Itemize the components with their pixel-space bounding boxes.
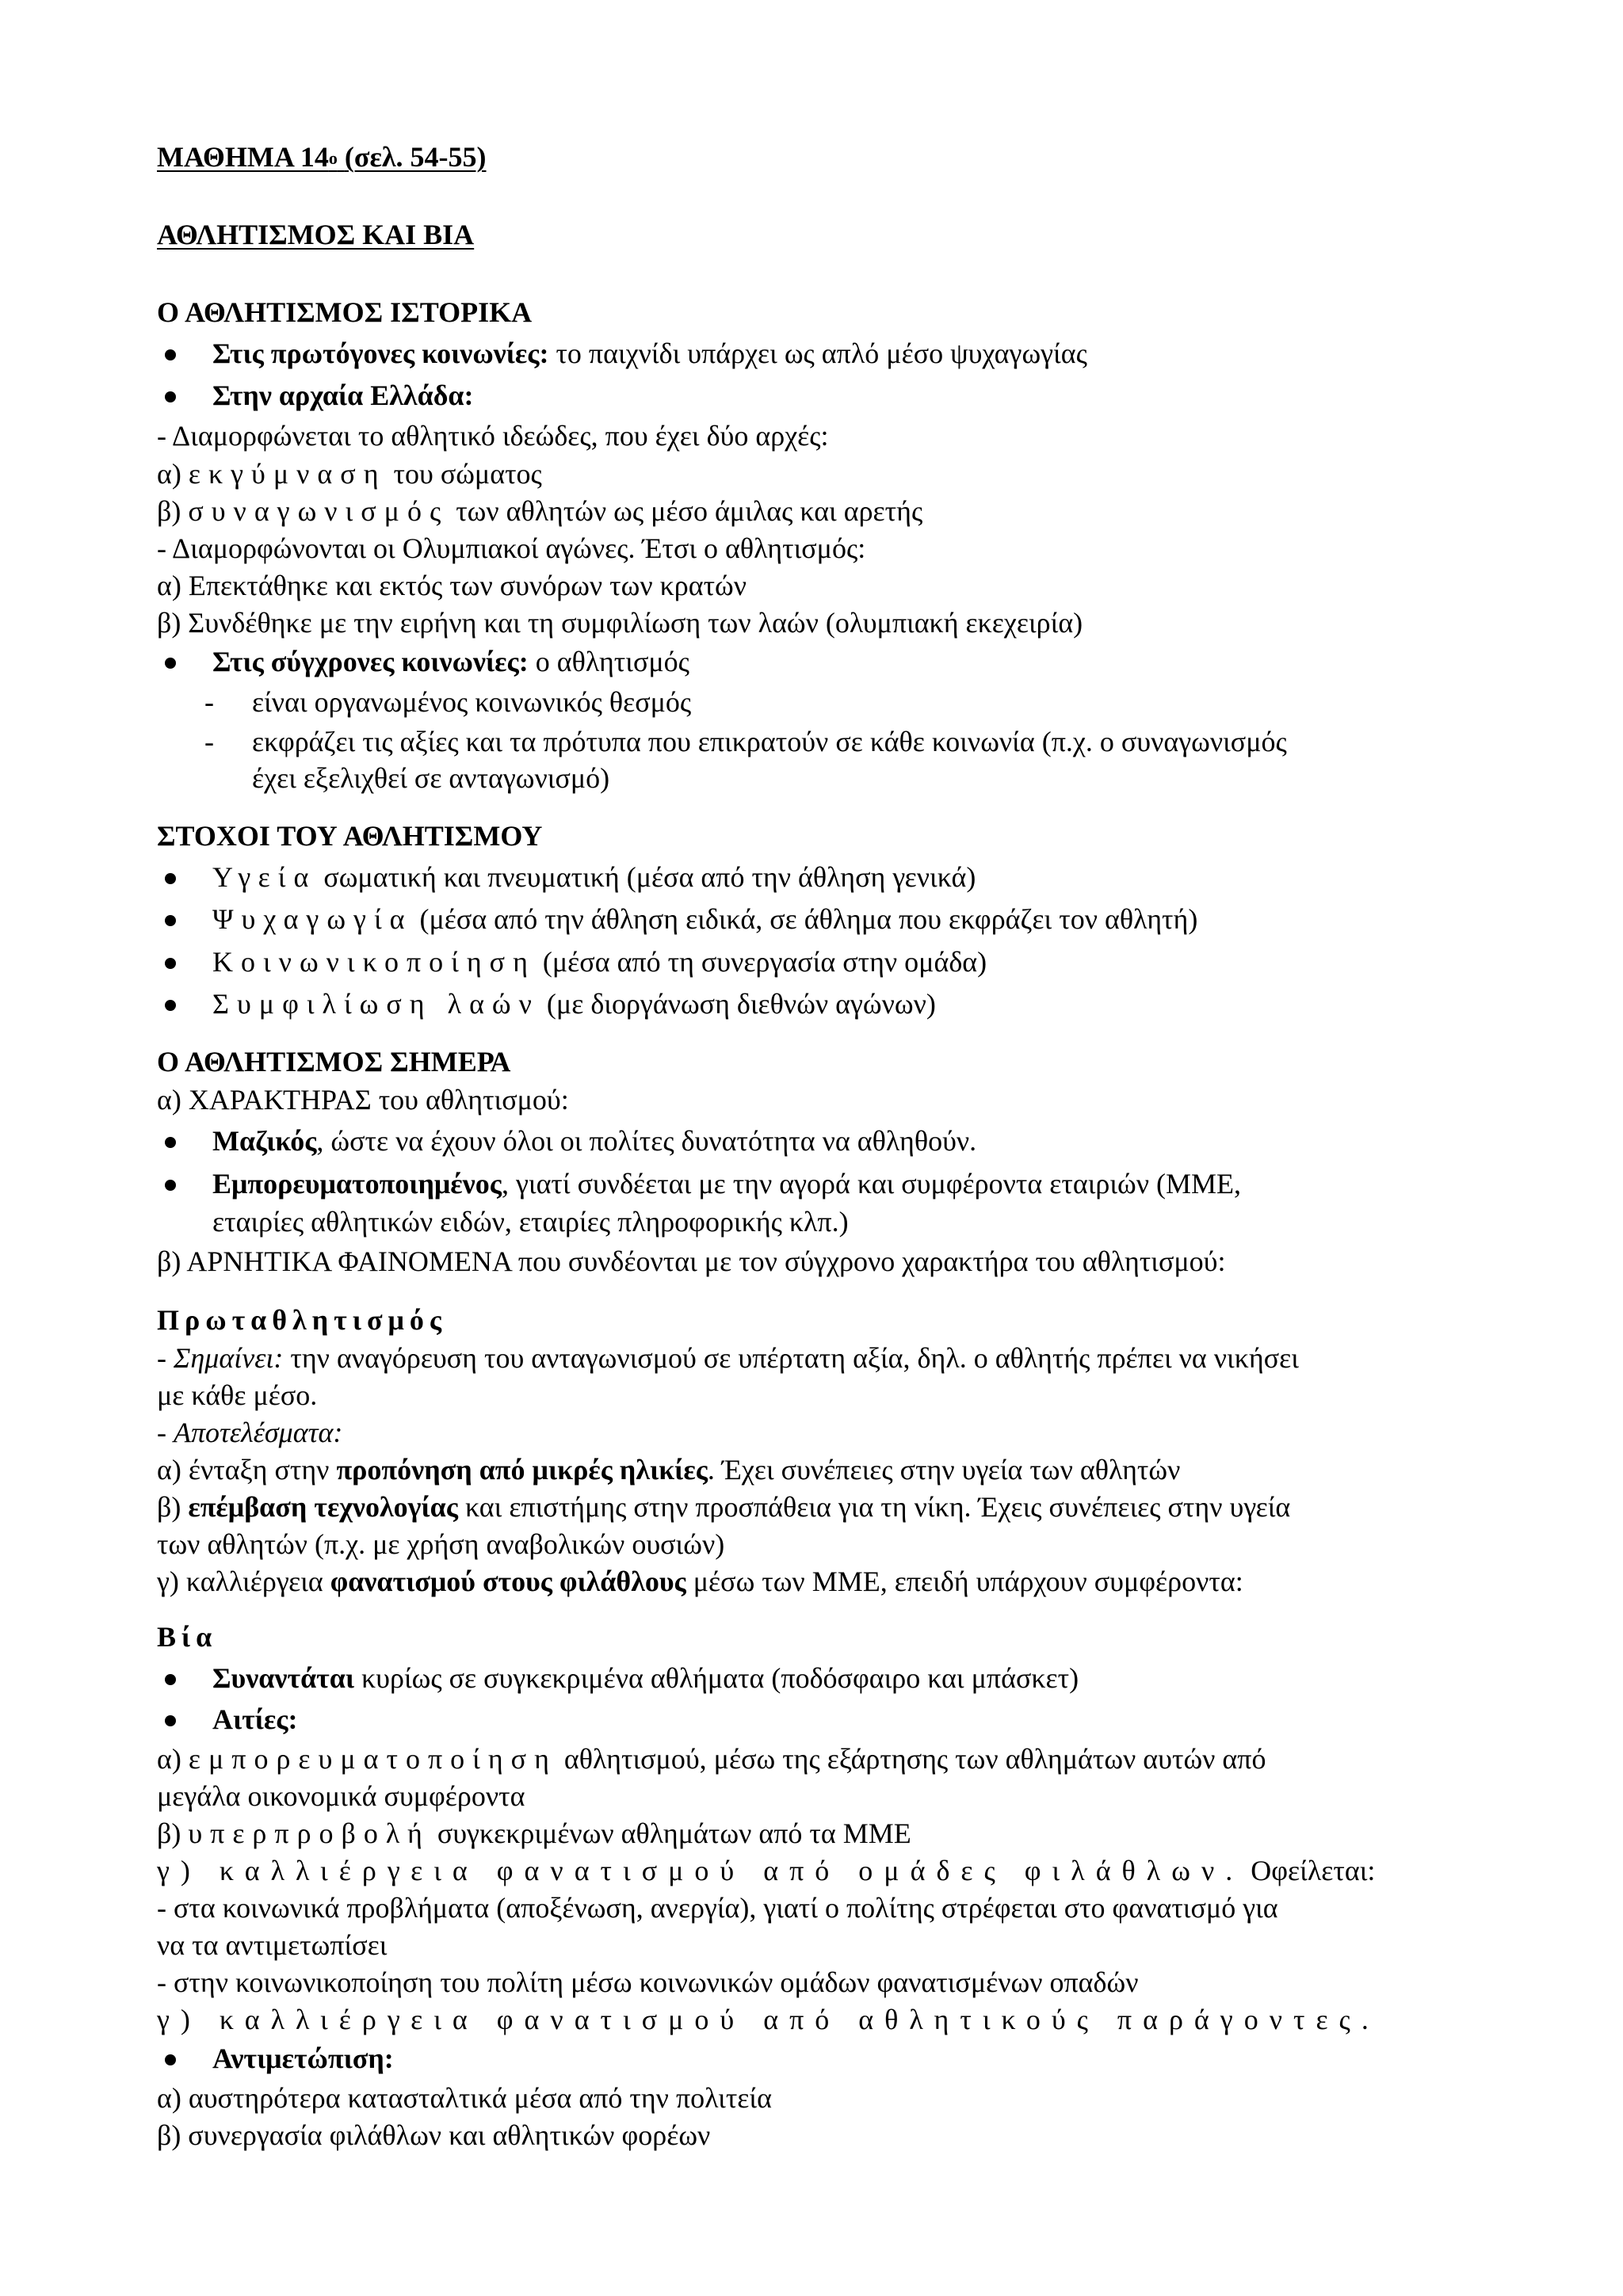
text-line: γ) καλλιέργεια φανατισμού στους φιλάθλους μέσω των ΜΜΕ, επειδή υπάρχουν συμφέροντα: <box>157 1566 1243 1597</box>
text-line: εταιρίες αθλητικών ειδών, εταιρίες πληροφορικής κλπ.) <box>212 1206 849 1238</box>
section-heading-history: Ο ΑΘΛΗΤΙΣΜΟΣ ΙΣΤΟΡΙΚΑ <box>157 296 533 328</box>
section-heading-violence: Βία <box>157 1621 218 1653</box>
text-line: α) ένταξη στην προπόνηση από μικρές ηλικίες. Έχει συνέπειες στην υγεία των αθλητών <box>157 1454 1181 1486</box>
text-line: - στην κοινωνικοποίηση του πολίτη μέσω κοινωνικών ομάδων φανατισμένων οπαδών <box>157 1966 1139 1998</box>
text-line: γ) καλλιέργεια φανατισμού από αθλητικούς παράγοντες. <box>157 2004 1380 2035</box>
page-title: ΑΘΛΗΤΙΣΜΟΣ ΚΑΙ ΒΙΑ <box>157 219 475 250</box>
text-line: με κάθε μέσο. <box>157 1379 318 1411</box>
text-line: β) υπερπροβολή συγκεκριμένων αθλημάτων από τα ΜΜΕ <box>157 1817 911 1849</box>
text-line: β) συναγωνισμός των αθλητών ως μέσο άμιλας και αρετής <box>157 495 923 527</box>
text-line: - Διαμορφώνεται το αθλητικό ιδεώδες, που έχει δύο αρχές: <box>157 420 829 452</box>
list-item: Αντιμετώπιση: <box>212 2042 394 2074</box>
text-line: β) επέμβαση τεχνολογίας και επιστήμης στην προσπάθεια για τη νίκη. Έχεις συνέπειες στην υγεία <box>157 1491 1291 1523</box>
text-line: β) συνεργασία φιλάθλων και αθλητικών φορέων <box>157 2119 711 2151</box>
text-line: έχει εξελιχθεί σε ανταγωνισμό) <box>252 762 610 794</box>
list-item: Κοινωνικοποίηση (μέσα από τη συνεργασία στην ομάδα) <box>212 946 987 978</box>
section-heading-championism: Πρωταθλητισμός <box>157 1304 448 1336</box>
text-line: α) εκγύμναση του σώματος <box>157 458 542 490</box>
list-item: Στην αρχαία Ελλάδα: <box>212 379 474 411</box>
section-heading-goals: ΣΤΟΧΟΙ ΤΟΥ ΑΘΛΗΤΙΣΜΟΥ <box>157 820 543 852</box>
list-item: Μαζικός, ώστε να έχουν όλοι οι πολίτες δυνατότητα να αθληθούν. <box>212 1125 977 1157</box>
list-item: Υγεία σωματική και πνευματική (μέσα από την άθληση γενικά) <box>212 861 976 893</box>
text-line: β) Συνδέθηκε με την ειρήνη και τη συμφιλίωση των λαών (ολυμπιακή εκεχειρία) <box>157 607 1083 639</box>
text-line: α) αυστηρότερα κατασταλτικά μέσα από την πολιτεία <box>157 2082 772 2114</box>
list-item: Στις σύγχρονες κοινωνίες: ο αθλητισμός <box>212 646 689 677</box>
text-line: των αθλητών (π.χ. με χρήση αναβολικών ουσιών) <box>157 1528 725 1560</box>
text-line: α) εμπορευματοποίηση αθλητισμού, μέσω της εξάρτησης των αθλημάτων αυτών από <box>157 1743 1266 1775</box>
list-item: Συναντάται κυρίως σε συγκεκριμένα αθλήματα (ποδόσφαιρο και μπάσκετ) <box>212 1662 1079 1694</box>
text-line: - Σημαίνει: την αναγόρευση του ανταγωνισμού σε υπέρτατη αξία, δηλ. ο αθλητής πρέπει να νικήσει <box>157 1342 1299 1374</box>
list-item: - είναι οργανωμένος κοινωνικός θεσμός <box>204 686 692 718</box>
list-item: - εκφράζει τις αξίες και τα πρότυπα που επικρατούν σε κάθε κοινωνία (π.χ. ο συναγωνισμός <box>204 726 1287 757</box>
list-item: Αιτίες: <box>212 1703 298 1735</box>
text-line: - Διαμορφώνονται οι Ολυμπιακοί αγώνες. Έτσι ο αθλητισμός: <box>157 532 866 564</box>
list-item: Συμφιλίωση λαών (με διοργάνωση διεθνών αγώνων) <box>212 988 936 1020</box>
list-item: Ψυχαγωγία (μέσα από την άθληση ειδικά, σε άθλημα που εκφράζει τον αθλητή) <box>212 903 1198 935</box>
text-line: α) ΧΑΡΑΚΤΗΡΑΣ του αθλητισμού: <box>157 1084 569 1116</box>
text-line: - στα κοινωνικά προβλήματα (αποξένωση, ανεργία), γιατί ο πολίτης στρέφεται στο φανατισμό για <box>157 1892 1278 1924</box>
lesson-title: ΜΑΘΗΜΑ $14^o$ (σελ. 54-55) <box>157 141 487 173</box>
list-item: Εμπορευματοποιημένος, γιατί συνδέεται με την αγορά και συμφέροντα εταιριών (ΜΜΕ, <box>212 1168 1241 1199</box>
text-line: γ) καλλιέργεια φανατισμού από ομάδες φιλάθλων. Οφείλεται: <box>157 1855 1376 1886</box>
section-heading-today: Ο ΑΘΛΗΤΙΣΜΟΣ ΣΗΜΕΡΑ <box>157 1046 511 1077</box>
list-item: Στις πρωτόγονες κοινωνίες: το παιχνίδι υπάρχει ως απλό μέσο ψυχαγωγίας <box>212 338 1087 369</box>
text-line: α) Επεκτάθηκε και εκτός των συνόρων των κρατών <box>157 570 747 601</box>
text-line: να τα αντιμετωπίσει <box>157 1929 388 1961</box>
text-line: - Αποτελέσματα: <box>157 1417 343 1448</box>
text-line: β) ΑΡΝΗΤΙΚΑ ΦΑΙΝΟΜΕΝΑ που συνδέονται με τον σύγχρονο χαρακτήρα του αθλητισμού: <box>157 1245 1226 1277</box>
text-line: μεγάλα οικονομικά συμφέροντα <box>157 1780 525 1812</box>
